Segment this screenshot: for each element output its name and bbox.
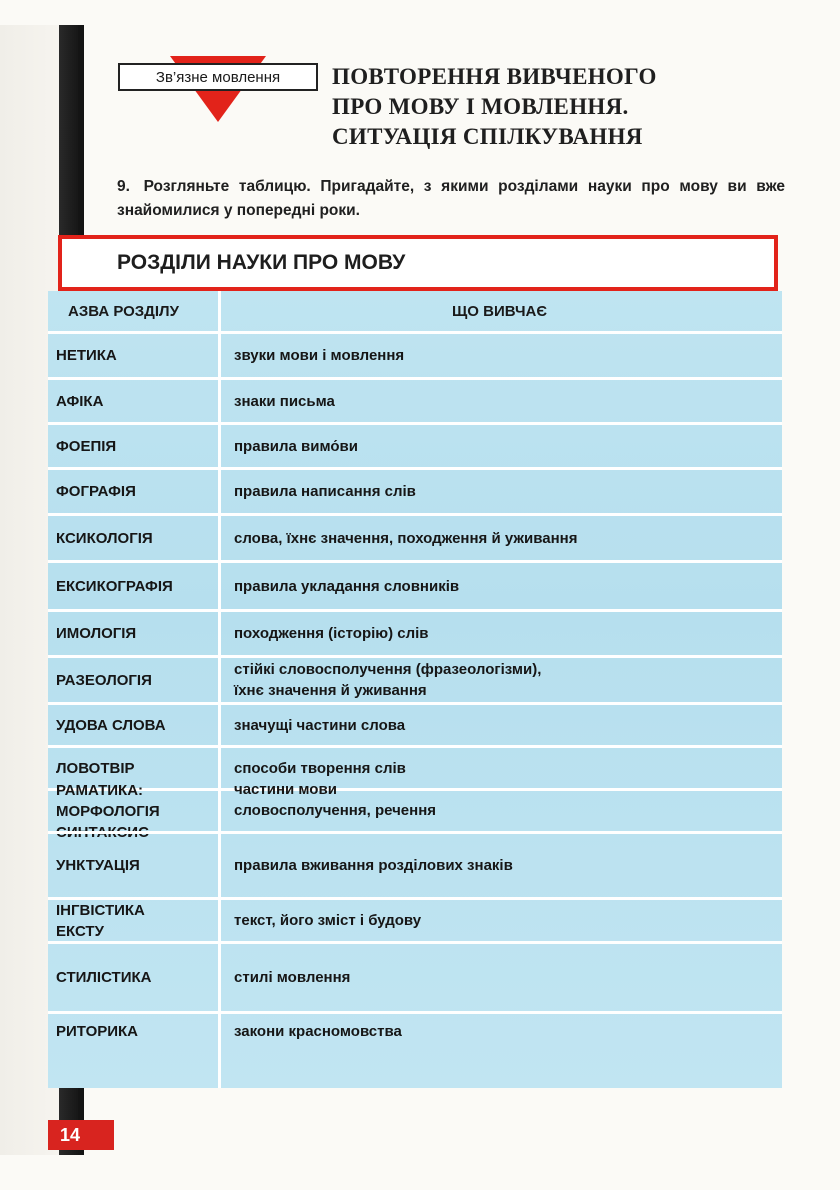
section-name: КСИКОЛОГІЯ — [56, 529, 153, 547]
table-row — [48, 467, 782, 513]
section-description: правила вимо́ви — [234, 437, 358, 455]
section-description-cell — [234, 944, 774, 1011]
section-description-cell — [234, 1014, 774, 1048]
lesson-title — [332, 62, 802, 152]
section-name: СИНТАКСИС — [56, 823, 149, 841]
section-description-cell — [234, 563, 774, 609]
section-name-cell — [56, 658, 214, 702]
section-name: РАЗЕОЛОГІЯ — [56, 671, 152, 689]
section-name-cell — [56, 425, 214, 467]
section-description-cell — [234, 612, 774, 655]
section-name: РАМАТИКА: — [56, 781, 144, 799]
section-description: значущі частини слова — [234, 716, 406, 734]
section-name-cell — [56, 470, 214, 513]
section-description: правила укладання словників — [234, 577, 460, 595]
table-row — [48, 331, 782, 377]
section-description: походження (історію) слів — [234, 625, 429, 642]
task-text — [117, 175, 785, 223]
section-description: їхнє значення й уживання — [234, 682, 427, 699]
section-name-cell — [56, 944, 214, 1011]
table-row — [48, 941, 782, 1011]
section-name-cell — [56, 612, 214, 655]
section-description-cell — [234, 781, 774, 831]
section-name-cell — [56, 563, 214, 609]
section-description-cell — [234, 516, 774, 560]
table-column-header — [48, 291, 782, 331]
section-name: РИТОРИКА — [56, 1022, 139, 1040]
sections-table — [48, 291, 782, 1088]
section-name: ЕКСИКОГРАФІЯ — [56, 577, 173, 595]
section-description-cell — [234, 425, 774, 467]
section-label: Зв’язне мовлення — [118, 63, 318, 91]
section-name: ФОЕПІЯ — [56, 437, 117, 455]
section-description: стійкі словосполучення (фразеологізми), — [234, 661, 542, 678]
page-number: 14 — [48, 1120, 114, 1150]
table-row — [48, 702, 782, 745]
column-header-name: АЗВА РОЗДІЛУ — [68, 302, 179, 320]
title-line: СИТУАЦІЯ СПІЛКУВАННЯ — [332, 124, 643, 149]
section-name: МОРФОЛОГІЯ — [56, 802, 160, 820]
title-line: ПРО МОВУ І МОВЛЕННЯ. — [332, 94, 629, 119]
section-description-cell — [234, 900, 774, 941]
section-name-cell — [56, 1014, 214, 1048]
task-number: 9. — [117, 178, 130, 195]
section-description: правила вживання розділових знаків — [234, 857, 513, 874]
section-description: закони красномовства — [234, 1022, 402, 1040]
table-row — [48, 781, 782, 841]
section-description: слова, їхнє значення, походження й уживання — [234, 529, 578, 547]
table-row — [48, 513, 782, 560]
title-line: ПОВТОРЕННЯ ВИВЧЕНОГО — [332, 64, 657, 89]
section-name: НЕТИКА — [56, 347, 117, 364]
table-row — [48, 377, 782, 422]
section-name: СТИЛІСТИКА — [56, 969, 152, 986]
section-name: ЛОВОТВІР — [56, 759, 135, 777]
section-name-cell — [56, 380, 214, 422]
section-description: словосполучення, речення — [234, 802, 437, 819]
table-title-box — [58, 235, 778, 291]
section-name: УДОВА СЛОВА — [56, 716, 166, 734]
column-header-studies: ЩО ВИВЧАЄ — [452, 302, 548, 320]
section-name-cell — [56, 334, 214, 377]
section-description-cell — [234, 470, 774, 513]
task-body: Розгляньте таблицю. Пригадайте, з якими розділами науки про мову ви вже знайомилися у попередні роки. — [117, 178, 785, 219]
section-name: ФОГРАФІЯ — [56, 483, 136, 500]
section-name: ЕКСТУ — [56, 922, 104, 940]
section-name-cell — [56, 705, 214, 745]
table-row — [48, 1011, 782, 1048]
section-name: УНКТУАЦІЯ — [56, 857, 140, 874]
section-name: ИМОЛОГІЯ — [56, 625, 137, 642]
table-row — [48, 609, 782, 655]
section-name: ІНГВІСТИКА — [56, 901, 145, 919]
section-description: частини мови — [234, 781, 337, 798]
section-description-cell — [234, 705, 774, 745]
table-row — [48, 422, 782, 467]
section-description: способи творення слів — [234, 759, 406, 777]
section-description-cell — [234, 834, 774, 897]
table-row — [48, 831, 782, 897]
section-name-cell — [56, 781, 214, 841]
table-row — [48, 655, 782, 702]
section-description-cell — [234, 380, 774, 422]
section-description-cell — [234, 658, 774, 702]
section-name-cell — [56, 516, 214, 560]
section-description: правила написання слів — [234, 483, 416, 500]
section-description: текст, його зміст і будову — [234, 912, 422, 929]
section-description-cell — [234, 334, 774, 377]
table-row — [48, 560, 782, 609]
section-name-cell — [56, 834, 214, 897]
section-name-cell — [56, 900, 214, 941]
table-title: РОЗДІЛИ НАУКИ ПРО МОВУ — [117, 251, 406, 274]
section-description: стилі мовлення — [234, 969, 351, 986]
section-name: АФІКА — [56, 392, 104, 410]
table-row — [48, 897, 782, 941]
section-description: звуки мови і мовлення — [234, 347, 405, 364]
section-description: знаки письма — [234, 392, 335, 410]
